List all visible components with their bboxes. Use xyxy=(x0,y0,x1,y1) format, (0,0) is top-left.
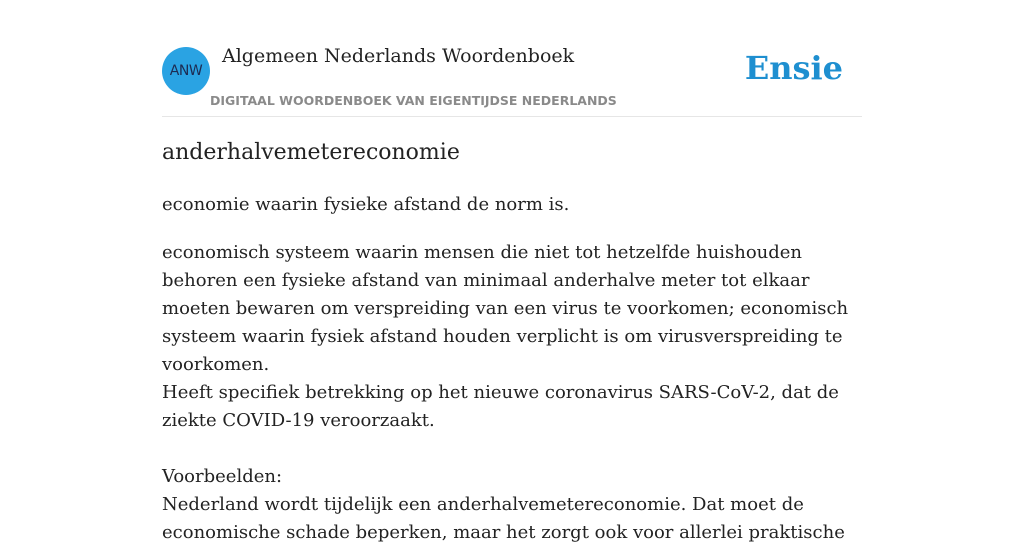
example-text: Nederland wordt tijdelijk een anderhalvemetereconomie. Dat moet de economische schade beperken, maar het zorgt ook voor allerlei praktische xyxy=(162,494,845,543)
definition-text: economisch systeem waarin mensen die niet tot hetzelfde huishouden behoren een fysieke afstand van minimaal anderhalve meter tot elkaar moeten bewaren om verspreiding van een virus te voorkomen; economisch systeem waarin fysiek afstand houden verplicht is om virusverspreiding te voorkomen. xyxy=(162,242,849,375)
site-header xyxy=(162,0,862,117)
entry-card xyxy=(162,0,862,543)
headword: anderhalvemetereconomie xyxy=(162,140,460,165)
usage-note: Heeft specifiek betrekking op het nieuwe coronavirus SARS-CoV-2, dat de ziekte COVID-19 veroorzaakt. xyxy=(162,382,839,431)
anw-logo[interactable] xyxy=(162,47,210,95)
examples-label: Voorbeelden: xyxy=(162,466,283,487)
dictionary-title[interactable]: Algemeen Nederlands Woordenboek xyxy=(222,45,575,67)
logo-text: ANW xyxy=(169,63,203,79)
definition-body xyxy=(162,239,862,547)
dictionary-subtitle: DIGITAAL WOORDENBOEK VAN EIGENTIJDSE NEDERLANDS xyxy=(210,93,617,108)
spacer xyxy=(162,435,862,463)
short-definition: economie waarin fysieke afstand de norm is. xyxy=(162,194,570,215)
ensie-brand-logo[interactable]: Ensie xyxy=(744,49,843,87)
